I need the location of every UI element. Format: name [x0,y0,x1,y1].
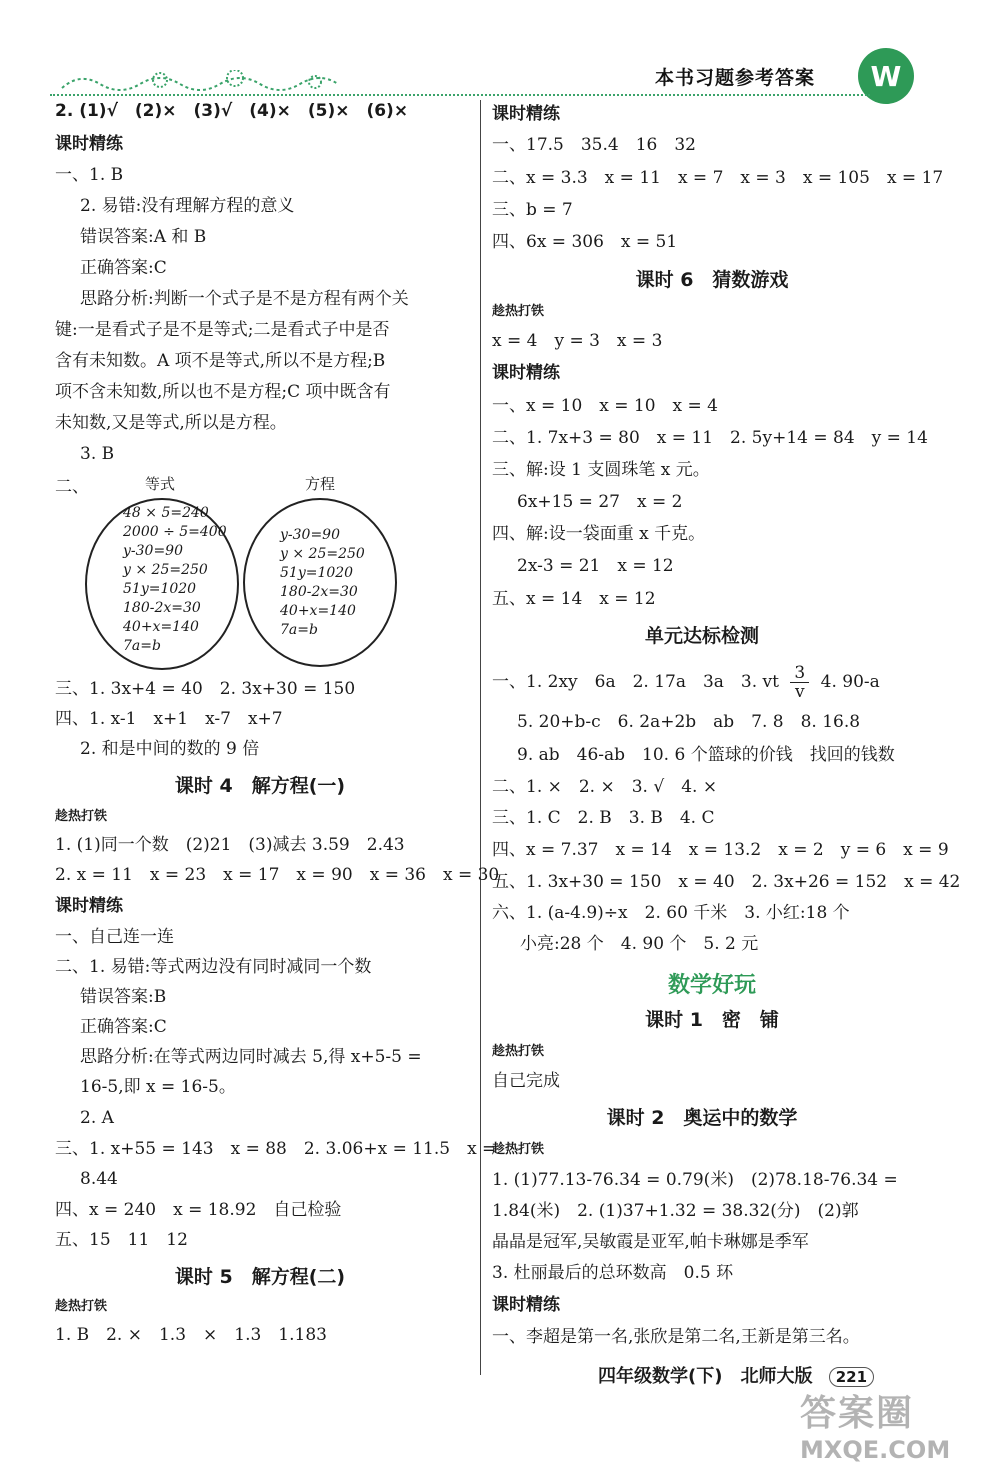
answer-line: 四、x = 7.37 x = 14 x = 13.2 x = 2 y = 6 x = 9 [492,840,949,860]
answer-line: 1. (1)同一个数 (2)21 (3)减去 3.59 2.43 [55,835,405,855]
equality-list [123,504,227,656]
answer-line: 三、1. C 2. B 3. B 4. C [492,808,715,828]
equality-item: 2000 ÷ 5=400 [123,524,227,540]
header-title: 本书习题参考答案 [655,67,816,89]
answer-line: 一、李超是第一名,张欣是第二名,王新是第三名。 [492,1327,860,1347]
section-heading: 课时精练 [55,134,123,154]
answer-line: 2. x = 11 x = 23 x = 17 x = 90 x = 36 x = 30 [55,865,500,885]
subsection-label: 趁热打铁 [492,1142,545,1157]
equation-item: 180-2x=30 [280,584,358,600]
watermark-url: MXQE.COM [800,1436,951,1464]
answer-line: 项不含未知数,所以也不是方程;C 项中既含有 [55,382,391,402]
answer-line: 2. (1)√ (2)× (3)√ (4)× (5)× (6)× [55,101,409,121]
watermark-text: 答案圈 [800,1393,915,1434]
fraction [790,664,809,701]
answer-line: 含有未知数。A 项不是等式,所以不是方程;B [55,351,386,371]
answer-line: 错误答案:A 和 B [80,227,207,247]
answer-line: 思路分析:判断一个式子是不是方程有两个关 [80,289,409,309]
section-heading: 课时精练 [55,896,123,916]
answer-line: 2x-3 = 21 x = 12 [517,556,674,576]
equality-item: 48 × 5=240 [123,505,209,521]
answer-line: 一、自己连一连 [55,927,174,947]
footer-book-title: 四年级数学(下) 北师大版 [598,1366,813,1387]
section-heading: 课时精练 [492,104,560,124]
answer-line: 2. 易错:没有理解方程的意义 [80,196,295,216]
answer-line: 正确答案:C [80,1017,167,1037]
answer-line: 三、解:设 1 支圆珠笔 x 元。 [492,460,710,480]
lesson-title: 课时 1 密 铺 [645,1009,779,1031]
chapter-title: 数学好玩 [667,973,756,998]
equality-item: 51y=1020 [123,581,197,597]
answer-line: 六、1. (a-4.9)÷x 2. 60 千米 3. 小红:18 个 [492,903,850,923]
answer-line: 1.84(米) 2. (1)37+1.32 = 38.32(分) (2)郭 [492,1201,859,1221]
subsection-label: 趁热打铁 [55,1299,108,1314]
answer-line: 三、b = 7 [492,200,573,220]
answer-line: 五、1. 3x+30 = 150 x = 40 2. 3x+26 = 152 x = 42 [492,872,961,892]
equality-item: y-30=90 [123,543,183,559]
section-heading: 课时精练 [492,1295,560,1315]
answer-line: 四、x = 240 x = 18.92 自己检验 [55,1200,342,1220]
answer-line: x = 4 y = 3 x = 3 [492,331,663,351]
answer-line: 二、1. × 2. × 3. √ 4. × [492,777,718,797]
answer-line: 三、1. x+55 = 143 x = 88 2. 3.06+x = 11.5 x = [55,1139,497,1159]
equality-item: 180-2x=30 [123,600,201,616]
equation-item: 51y=1020 [280,565,354,581]
answer-line: 晶晶是冠军,吴敏霞是亚军,帕卡琳娜是季军 [492,1232,809,1252]
answer-line: 键:一是看式子是不是等式;二是看式子中是否 [55,320,390,340]
equation-item: y × 25=250 [280,546,365,562]
equality-item: 40+x=140 [123,619,199,635]
equation-item: 7a=b [280,622,318,638]
answer-line: 三、1. 3x+4 = 40 2. 3x+30 = 150 [55,679,356,699]
header-divider [50,94,870,96]
answer-line: 1. B 2. × 1.3 × 1.3 1.183 [55,1325,327,1345]
answer-line: 五、x = 14 x = 12 [492,589,656,609]
lesson-title: 课时 6 猜数游戏 [635,269,789,291]
unit-test-title: 单元达标检测 [644,625,759,647]
answer-line: 一、17.5 35.4 16 32 [492,135,696,155]
answer-line: 2. A [80,1108,114,1128]
answer-line [492,664,880,701]
book-logo-icon: W [858,48,914,104]
watermark-logo [800,1385,990,1464]
answer-line: 未知数,又是等式,所以是方程。 [55,413,287,433]
column-divider [480,100,481,1375]
answer-line: 错误答案:B [80,987,167,1007]
subsection-label: 趁热打铁 [55,809,108,824]
answer-line: 五、15 11 12 [55,1230,188,1250]
answer-line: 5. 20+b-c 6. 2a+2b ab 7. 8 8. 16.8 [517,712,861,732]
equation-item: 40+x=140 [280,603,356,619]
answer-line: 一、1. B [55,165,124,185]
equation-list [280,526,365,640]
equality-item: y × 25=250 [123,562,208,578]
answer-line: 3. 杜丽最后的总环数高 0.5 环 [492,1263,734,1283]
answer-line: 二、x = 3.3 x = 11 x = 7 x = 3 x = 105 x = 17 [492,168,944,188]
subsection-label: 趁热打铁 [492,1044,545,1059]
answer-line: 正确答案:C [80,258,167,278]
lesson-title: 课时 5 解方程(二) [174,1266,346,1288]
answer-part: 4. 90-a [820,672,880,692]
page-number: 221 [829,1367,874,1387]
lesson-title: 课时 2 奥运中的数学 [606,1107,798,1129]
fraction-denominator: v [795,682,805,702]
answer-line: 3. B [80,444,115,464]
fraction-numerator: 3 [790,664,809,683]
ellipse-label-equations: 等式 [145,475,176,493]
answer-line: 二、1. 易错:等式两边没有同时减同一个数 [55,957,372,977]
answer-line: 小亮:28 个 4. 90 个 5. 2 元 [520,934,759,954]
answer-line: 自己完成 [492,1071,560,1091]
answer-line: 一、x = 10 x = 10 x = 4 [492,396,718,416]
answer-part: 一、1. 2xy 6a 2. 17a 3a 3. vt [492,672,779,692]
answer-line: 2. 和是中间的数的 9 倍 [80,739,260,759]
answer-line: 16-5,即 x = 16-5。 [80,1077,236,1097]
answer-line: 二、 [55,477,89,497]
answer-line: 四、6x = 306 x = 51 [492,232,678,252]
answer-line: 9. ab 46-ab 10. 6 个篮球的价钱 找回的钱数 [517,745,895,765]
answer-line: 1. (1)77.13-76.34 = 0.79(米) (2)78.18-76.34 = [492,1170,898,1190]
answer-line: 四、1. x-1 x+1 x-7 x+7 [55,709,283,729]
answer-line: 四、解:设一袋面重 x 千克。 [492,524,706,544]
equation-item: y-30=90 [280,527,340,543]
equality-item: 7a=b [123,638,161,654]
lesson-title: 课时 4 解方程(一) [174,775,346,797]
answer-line: 8.44 [80,1169,118,1189]
section-heading: 课时精练 [492,363,560,383]
ellipse-label-equations-unknown: 方程 [305,475,336,493]
answer-line: 二、1. 7x+3 = 80 x = 11 2. 5y+14 = 84 y = 14 [492,428,928,448]
answer-line: 思路分析:在等式两边同时减去 5,得 x+5-5 = [80,1047,422,1067]
answer-line: 6x+15 = 27 x = 2 [517,492,683,512]
page-header [0,0,1000,100]
subsection-label: 趁热打铁 [492,304,545,319]
